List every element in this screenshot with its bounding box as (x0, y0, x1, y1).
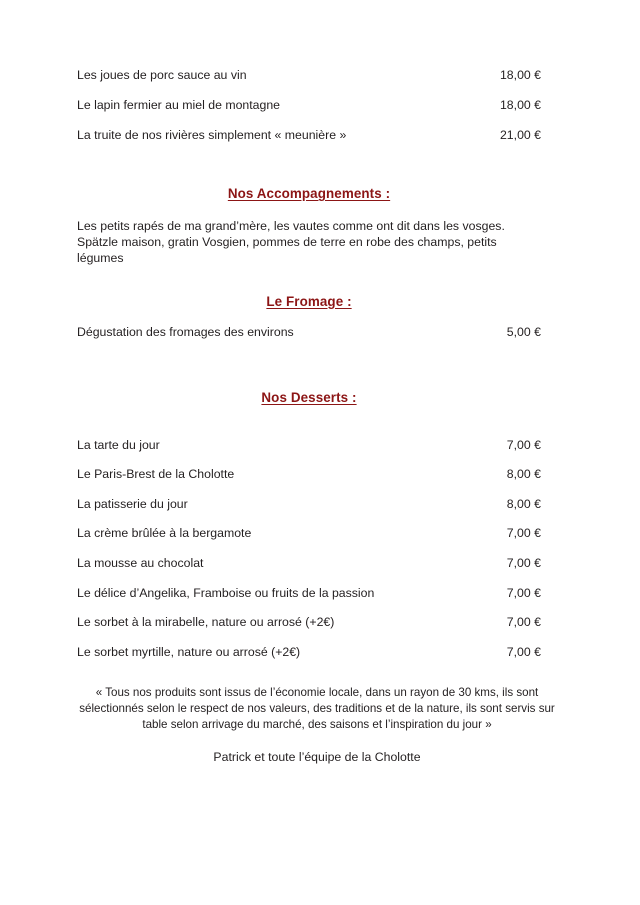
spacer (77, 309, 541, 325)
section-heading-cheese: Le Fromage : (266, 293, 352, 309)
section-heading-desserts: Nos Desserts : (261, 389, 357, 405)
menu-item-name: Le lapin fermier au miel de montagne (77, 98, 281, 112)
table-row (77, 586, 541, 616)
menu-item-price: 7,00 € (506, 526, 541, 541)
spacer (77, 674, 541, 685)
menu-item-name: La crème brûlée à la bergamote (77, 526, 252, 541)
menu-item-name: Les joues de porc sauce au vin (77, 68, 247, 82)
menu-item-name: Le Paris-Brest de la Cholotte (77, 467, 235, 482)
menu-item-name: La truite de nos rivières simplement « meunière » (77, 128, 347, 142)
table-row (77, 556, 541, 586)
table-row (77, 645, 541, 675)
menu-item-price: 7,00 € (506, 437, 541, 452)
menu-item-name: Le sorbet à la mirabelle, nature ou arrosé (+2€) (77, 615, 335, 630)
menu-item-name: La patisserie du jour (77, 496, 188, 511)
cheese-list (77, 325, 541, 349)
desserts-list (77, 438, 541, 675)
table-row (77, 325, 541, 349)
table-row (77, 128, 541, 158)
table-row (77, 68, 541, 98)
footer-quote: « Tous nos produits sont issus de l’économie locale, dans un rayon de 30 kms, ils sont sélectionnés selon le respect de nos valeurs, des traditions et de la nature, ils sont servis sur table selon arrivage du marché, des saisons et l’inspiration du jour » (79, 686, 555, 732)
menu-item-price: 7,00 € (506, 556, 541, 571)
menu-item-price: 18,00 € (499, 98, 541, 112)
spacer (77, 349, 541, 390)
menu-item-name: Dégustation des fromages des environs (77, 324, 294, 339)
menu-item-price: 8,00 € (506, 467, 541, 482)
spacer (77, 201, 541, 218)
table-row (77, 98, 541, 128)
menu-content (77, 68, 555, 766)
spacer (77, 405, 541, 438)
table-row (77, 438, 541, 468)
menu-item-price: 7,00 € (506, 615, 541, 630)
menu-item-price: 18,00 € (499, 68, 541, 82)
table-row (77, 615, 541, 645)
menu-item-price: 7,00 € (506, 644, 541, 659)
menu-item-name: Le sorbet myrtille, nature ou arrosé (+2€) (77, 644, 301, 659)
menu-item-name: Le délice d’Angelika, Framboise ou fruits de la passion (77, 585, 375, 600)
spacer (77, 267, 541, 294)
table-row (77, 526, 541, 556)
footer-signature: Patrick et toute l’équipe de la Cholotte (213, 750, 421, 765)
table-row (77, 467, 541, 497)
spacer (77, 733, 541, 750)
menu-item-name: La tarte du jour (77, 437, 160, 452)
table-row (77, 497, 541, 527)
spacer (77, 158, 541, 186)
main-courses-list (77, 68, 541, 158)
section-heading-accompaniments: Nos Accompagnements : (227, 186, 391, 201)
menu-item-price: 8,00 € (506, 496, 541, 511)
accompaniments-description: Les petits rapés de ma grand’mère, les vautes comme ont dit dans les vosges. Spätzle maison, gratin Vosgien, pommes de terre en robe des champs, petits légumes (77, 219, 505, 266)
menu-item-name: La mousse au chocolat (77, 556, 204, 571)
menu-item-price: 7,00 € (506, 585, 541, 600)
menu-item-price: 21,00 € (499, 128, 541, 142)
menu-item-price: 5,00 € (506, 324, 541, 339)
